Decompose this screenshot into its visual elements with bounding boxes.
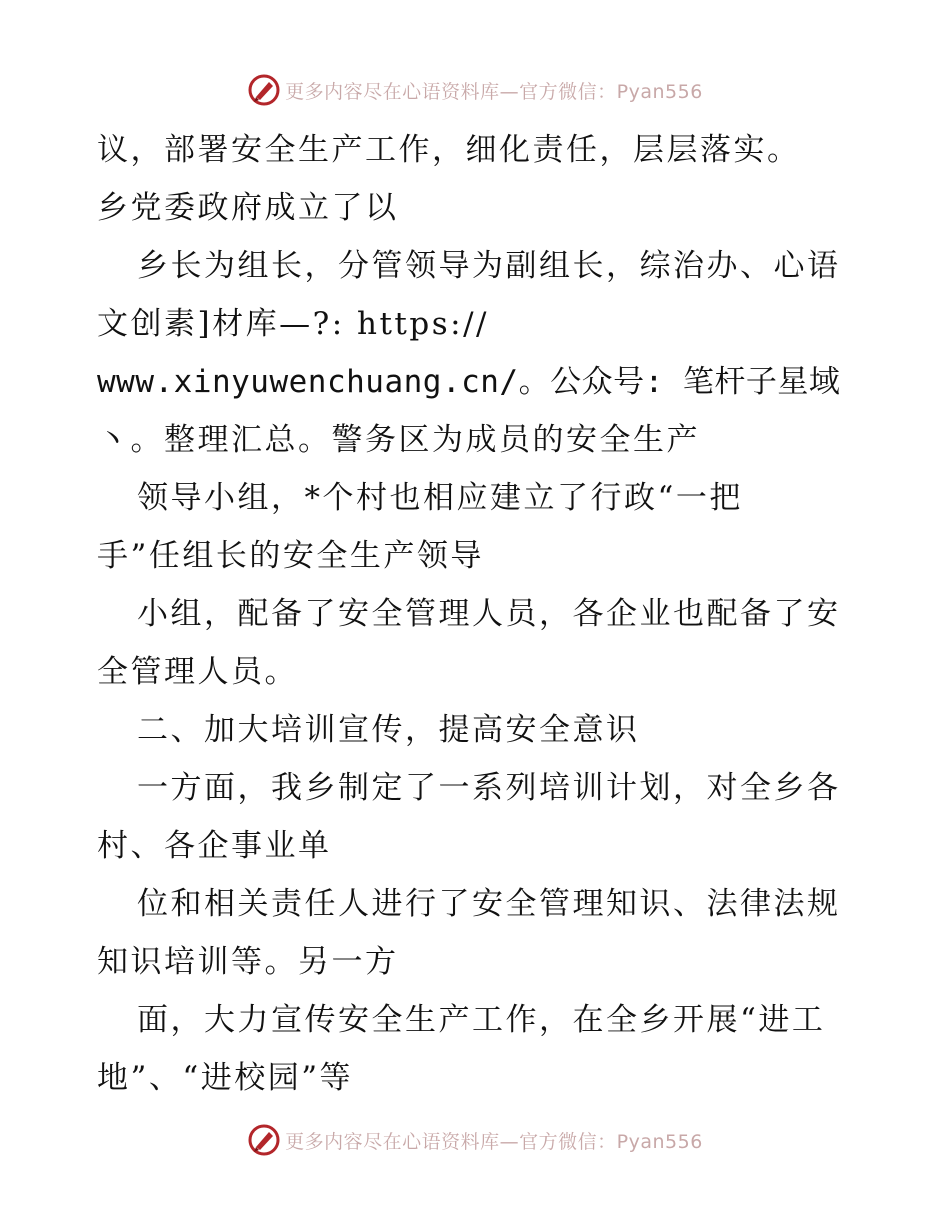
document-body [97, 121, 867, 1107]
pen-seal-icon [247, 73, 281, 107]
body-line: 乡长为组长，分管领导为副组长，综治办、心语 [137, 248, 841, 284]
footer-banner-text: 更多内容尽在心语资料库—官方微信：Pyan556 [285, 1130, 703, 1153]
body-line: www.xinyuwenchuang.cn/。公众号: 笔杆子星域 [97, 364, 841, 400]
body-line: 议，部署安全生产工作，细化责任，层层落实。 [97, 132, 801, 168]
header-watermark-banner [0, 70, 950, 110]
body-line: 全管理人员。 [97, 654, 298, 690]
body-line: 手”任组长的安全生产领导 [97, 538, 484, 574]
body-line: 乡党委政府成立了以 [97, 190, 399, 226]
body-line: 一方面，我乡制定了一系列培训计划，对全乡各 [137, 770, 841, 806]
body-line: 地”、“进校园”等 [97, 1060, 354, 1096]
body-line: 知识培训等。另一方 [97, 944, 399, 980]
body-line: 丶。整理汇总。警务区为成员的安全生产 [97, 422, 700, 458]
header-banner-text: 更多内容尽在心语资料库—官方微信：Pyan556 [285, 80, 703, 103]
body-line: 领导小组，*个村也相应建立了行政“一把 [137, 480, 743, 516]
pen-seal-icon [247, 1123, 281, 1157]
section-heading: 二、加大培训宣传，提高安全意识 [137, 712, 640, 748]
body-line: 村、各企事业单 [97, 828, 332, 864]
body-line: 小组，配备了安全管理人员，各企业也配备了安 [137, 596, 841, 632]
footer-watermark-banner [0, 1120, 950, 1160]
body-line: 文创素]材库—?: https:// [97, 306, 489, 342]
body-line: 位和相关责任人进行了安全管理知识、法律法规 [137, 886, 841, 922]
body-line: 面，大力宣传安全生产工作，在全乡开展“进工 [137, 1002, 826, 1038]
